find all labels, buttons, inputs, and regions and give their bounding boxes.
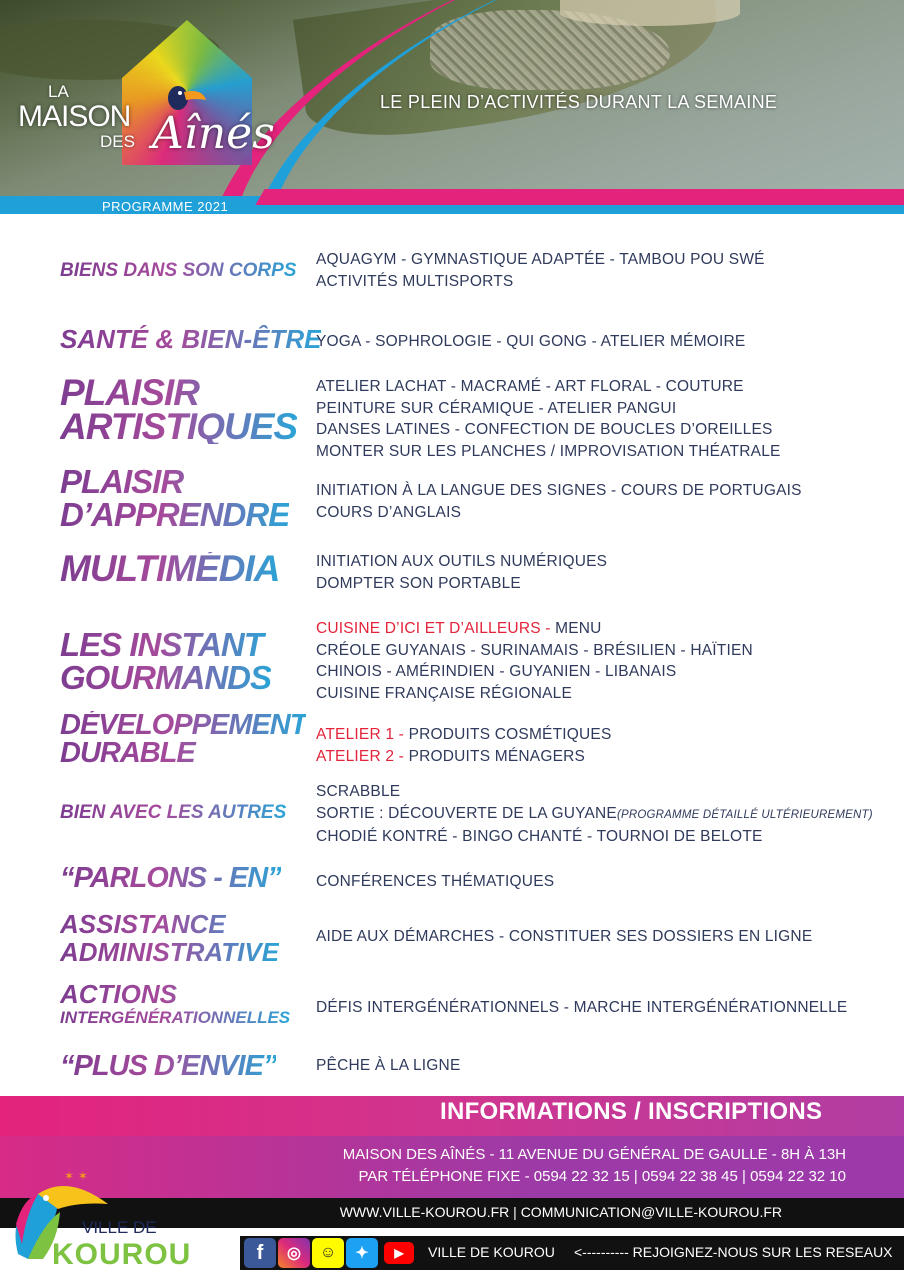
row-activities: YOGA - SOPHROLOGIE - QUI GONG - ATELIER MÉMOIRE [316,333,746,350]
row-title: “PARLONS - EN” [60,862,281,894]
programme-label: PROGRAMME 2021 [102,199,229,214]
social-account-name: VILLE DE KOUROU [428,1244,555,1260]
youtube-icon[interactable]: ▶ [384,1242,414,1264]
logo-aines: Aînés [152,108,275,159]
row-activities: INITIATION AUX OUTILS NUMÉRIQUES DOMPTER SON PORTABLE [316,553,608,592]
snapchat-icon[interactable]: ☺ [312,1238,344,1268]
logo-ville-de: VILLE DE [82,1218,157,1237]
address-line: MAISON DES AÎNÉS - 11 AVENUE DU GÉNÉRAL DE GAULLE - 8H À 13H [342,1146,846,1163]
row-title: PLAISIR ARTISTIQUES [60,372,298,447]
join-us-text: <---------- REJOIGNEZ-NOUS SUR LES RESEAUX [574,1244,893,1260]
row-title: “PLUS D’ENVIE” [60,1050,277,1082]
row-title: MULTIMÉDIA [60,548,280,589]
row-title: BIEN AVEC LES AUTRES [60,802,287,823]
ville-de-kourou-logo [4,1150,234,1280]
row-activities: ATELIER 1 - PRODUITS COSMÉTIQUES ATELIER 2 - PRODUITS MÉNAGERS [316,726,612,765]
logo-des: DES [100,132,135,151]
tagline: LE PLEIN D’ACTIVITÉS DURANT LA SEMAINE [380,92,778,112]
maison-des-aines-logo [14,14,314,164]
row-activities: DÉFIS INTERGÉNÉRATIONNELS - MARCHE INTERGÉNÉRATIONNELLE [316,999,848,1016]
web-contact-link[interactable]: WWW.VILLE-KOUROU.FR | COMMUNICATION@VILLE-KOUROU.FR [339,1204,782,1220]
logo-maison: MAISON [18,100,131,133]
row-title: DÉVELOPPEMENT DURABLE [60,709,307,769]
row-activities: INITIATION À LA LANGUE DES SIGNES - COURS DE PORTUGAIS COURS D’ANGLAIS [316,482,802,521]
row-title: SANTÉ & BIEN-ÊTRE [60,324,322,354]
row-activities: CUISINE D’ICI ET D’AILLEURS - MENU CRÉOLE GUYANAIS - SURINAMAIS - BRÉSILIEN - HAÏTIEN CHINOIS - AMÉRINDIEN - GUYANIEN - LIBANAIS CUISINE FRANÇAISE RÉGIONALE [316,620,753,702]
row-activities: AIDE AUX DÉMARCHES - CONSTITUER SES DOSSIERS EN LIGNE [316,928,813,945]
instagram-icon[interactable]: ◎ [278,1238,310,1268]
facebook-icon[interactable]: f [244,1238,276,1268]
logo-kourou: KOUROU [52,1238,192,1271]
row-title: BIENS DANS SON CORPS [60,260,297,281]
row-activities: AQUAGYM - GYMNASTIQUE ADAPTÉE - TAMBOU POU SWÉ ACTIVITÉS MULTISPORTS [316,251,765,290]
logo-la: LA [48,82,69,101]
row-activities: ATELIER LACHAT - MACRAMÉ - ART FLORAL - COUTURE PEINTURE SUR CÉRAMIQUE - ATELIER PANGUI DANSES LATINES - CONFECTION DE BOUCLES D’OREILLES MONTER SUR LES PLANCHES / IMPROVISATION THÉATRALE [316,378,781,460]
row-activities: CONFÉRENCES THÉMATIQUES [316,873,555,890]
row-title: ASSISTANCE ADMINISTRATIVE [60,909,280,967]
row-activities: PÊCHE À LA LIGNE [316,1057,461,1074]
row-activities: SCRABBLE SORTIE : DÉCOUVERTE DE LA GUYANE(PROGRAMME DÉTAILLÉ ULTÉRIEUREMENT) CHODIÉ KONTRÉ - BINGO CHANTÉ - TOURNOI DE BELOTE [316,783,873,845]
social-icons [244,1236,414,1270]
info-title: INFORMATIONS / INSCRIPTIONS [440,1098,823,1125]
row-title: PLAISIR D’APPRENDRE [60,463,290,533]
twitter-icon[interactable]: ✦ [346,1238,378,1268]
row-title: ACTIONS INTERGÉNÉRATIONNELLES [60,979,291,1027]
row-title: LES INSTANT GOURMANDS [60,626,271,696]
header-photo [0,0,904,220]
svg-text:✶ ✶: ✶ ✶ [64,1169,88,1183]
phone-line: PAR TÉLÉPHONE FIXE - 0594 22 32 15 | 0594 22 38 45 | 0594 22 32 10 [358,1168,846,1185]
